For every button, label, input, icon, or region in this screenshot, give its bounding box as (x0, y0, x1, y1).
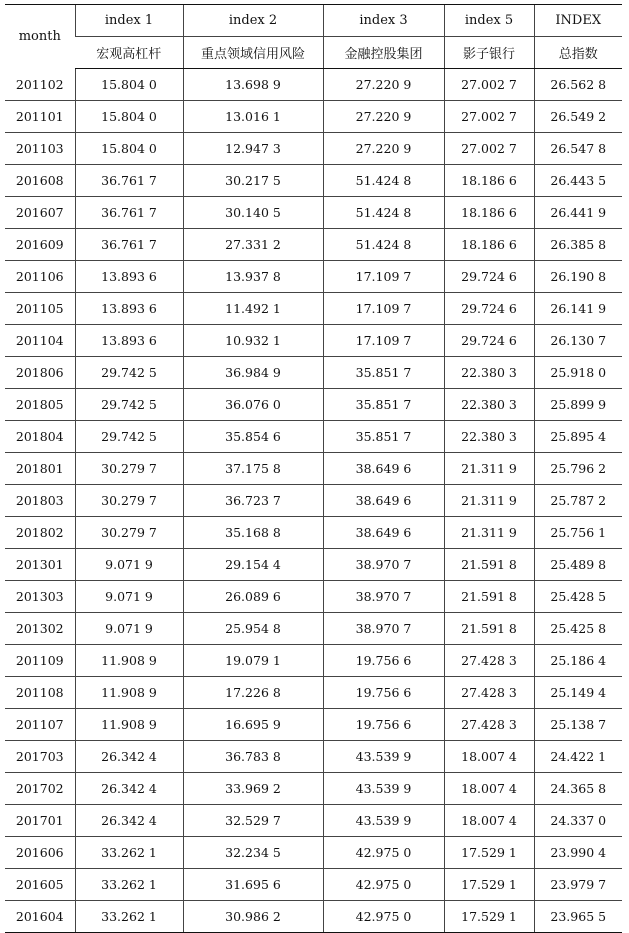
index-1-cell: 30.279 7 (75, 485, 183, 517)
index-3-cell: 38.649 6 (323, 485, 444, 517)
index-1-cell: 15.804 0 (75, 133, 183, 165)
index-5-cell: 18.186 6 (444, 165, 534, 197)
index-3-cell: 27.220 9 (323, 133, 444, 165)
total-index-cell: 25.138 7 (534, 709, 622, 741)
column-header-name: 宏观高杠杆 (75, 37, 183, 69)
index-3-cell: 38.970 7 (323, 549, 444, 581)
table-row (5, 421, 622, 453)
index-2-cell: 31.695 6 (183, 869, 323, 901)
index-3-cell: 17.109 7 (323, 293, 444, 325)
table-row (5, 229, 622, 261)
index-5-cell: 21.311 9 (444, 453, 534, 485)
index-5-cell: 22.380 3 (444, 357, 534, 389)
index-1-cell: 11.908 9 (75, 709, 183, 741)
index-3-cell: 27.220 9 (323, 101, 444, 133)
index-1-cell: 26.342 4 (75, 773, 183, 805)
index-2-cell: 33.969 2 (183, 773, 323, 805)
index-3-cell: 27.220 9 (323, 69, 444, 101)
index-5-cell: 21.591 8 (444, 549, 534, 581)
index-3-cell: 51.424 8 (323, 165, 444, 197)
index-3-cell: 42.975 0 (323, 869, 444, 901)
index-table-container (5, 4, 622, 933)
table-row (5, 773, 622, 805)
index-2-cell: 13.698 9 (183, 69, 323, 101)
table-row (5, 357, 622, 389)
column-header-name: 重点领域信用风险 (183, 37, 323, 69)
index-2-cell: 13.937 8 (183, 261, 323, 293)
index-2-cell: 10.932 1 (183, 325, 323, 357)
index-2-cell: 25.954 8 (183, 613, 323, 645)
total-index-cell: 26.443 5 (534, 165, 622, 197)
column-header-id: index 2 (183, 5, 323, 37)
column-header-name: 影子银行 (444, 37, 534, 69)
index-3-cell: 38.649 6 (323, 453, 444, 485)
column-header-id: index 5 (444, 5, 534, 37)
total-index-cell: 25.186 4 (534, 645, 622, 677)
month-cell: 201104 (5, 325, 75, 357)
index-1-cell: 9.071 9 (75, 549, 183, 581)
index-3-cell: 35.851 7 (323, 421, 444, 453)
index-2-cell: 27.331 2 (183, 229, 323, 261)
month-cell: 201802 (5, 517, 75, 549)
index-5-cell: 27.428 3 (444, 677, 534, 709)
index-2-cell: 35.854 6 (183, 421, 323, 453)
index-2-cell: 11.492 1 (183, 293, 323, 325)
month-cell: 201605 (5, 869, 75, 901)
table-row (5, 165, 622, 197)
index-5-cell: 18.007 4 (444, 773, 534, 805)
total-index-cell: 26.141 9 (534, 293, 622, 325)
table-row (5, 709, 622, 741)
index-3-cell: 38.649 6 (323, 517, 444, 549)
total-index-cell: 25.796 2 (534, 453, 622, 485)
index-5-cell: 29.724 6 (444, 325, 534, 357)
table-row (5, 581, 622, 613)
total-index-cell: 25.149 4 (534, 677, 622, 709)
column-header-name: 总指数 (534, 37, 622, 69)
index-5-cell: 17.529 1 (444, 869, 534, 901)
index-5-cell: 17.529 1 (444, 901, 534, 933)
total-index-cell: 23.965 5 (534, 901, 622, 933)
total-index-cell: 26.547 8 (534, 133, 622, 165)
index-1-cell: 36.761 7 (75, 165, 183, 197)
index-3-cell: 17.109 7 (323, 261, 444, 293)
index-2-cell: 30.140 5 (183, 197, 323, 229)
header-row-ids (5, 5, 622, 37)
index-1-cell: 29.742 5 (75, 421, 183, 453)
month-cell: 201302 (5, 613, 75, 645)
table-row (5, 485, 622, 517)
total-index-cell: 25.899 9 (534, 389, 622, 421)
total-index-cell: 26.385 8 (534, 229, 622, 261)
month-cell: 201702 (5, 773, 75, 805)
month-cell: 201703 (5, 741, 75, 773)
index-2-cell: 30.217 5 (183, 165, 323, 197)
total-index-cell: 23.979 7 (534, 869, 622, 901)
index-2-cell: 32.529 7 (183, 805, 323, 837)
index-3-cell: 17.109 7 (323, 325, 444, 357)
index-1-cell: 36.761 7 (75, 229, 183, 261)
index-5-cell: 29.724 6 (444, 261, 534, 293)
month-cell: 201103 (5, 133, 75, 165)
index-3-cell: 51.424 8 (323, 229, 444, 261)
month-cell: 201805 (5, 389, 75, 421)
total-index-cell: 24.337 0 (534, 805, 622, 837)
table-body (5, 69, 622, 933)
column-header-id: INDEX (534, 5, 622, 37)
table-row (5, 293, 622, 325)
total-index-cell: 25.756 1 (534, 517, 622, 549)
index-2-cell: 36.984 9 (183, 357, 323, 389)
month-cell: 201102 (5, 69, 75, 101)
month-cell: 201701 (5, 805, 75, 837)
index-3-cell: 42.975 0 (323, 837, 444, 869)
index-5-cell: 27.002 7 (444, 69, 534, 101)
index-3-cell: 42.975 0 (323, 901, 444, 933)
total-index-cell: 24.365 8 (534, 773, 622, 805)
table-row (5, 805, 622, 837)
table-row (5, 869, 622, 901)
index-1-cell: 9.071 9 (75, 581, 183, 613)
table-row (5, 133, 622, 165)
total-index-cell: 26.549 2 (534, 101, 622, 133)
total-index-cell: 26.130 7 (534, 325, 622, 357)
index-3-cell: 51.424 8 (323, 197, 444, 229)
table-row (5, 613, 622, 645)
month-cell: 201803 (5, 485, 75, 517)
index-table (5, 4, 622, 933)
index-5-cell: 18.007 4 (444, 805, 534, 837)
table-row (5, 549, 622, 581)
index-1-cell: 29.742 5 (75, 389, 183, 421)
table-row (5, 197, 622, 229)
month-cell: 201101 (5, 101, 75, 133)
index-2-cell: 19.079 1 (183, 645, 323, 677)
column-header-id: index 3 (323, 5, 444, 37)
index-1-cell: 11.908 9 (75, 645, 183, 677)
month-cell: 201303 (5, 581, 75, 613)
month-cell: 201804 (5, 421, 75, 453)
table-row (5, 453, 622, 485)
index-5-cell: 18.186 6 (444, 229, 534, 261)
table-row (5, 261, 622, 293)
table-row (5, 741, 622, 773)
month-cell: 201604 (5, 901, 75, 933)
index-1-cell: 36.761 7 (75, 197, 183, 229)
index-2-cell: 12.947 3 (183, 133, 323, 165)
index-5-cell: 17.529 1 (444, 837, 534, 869)
header-row-names (5, 37, 622, 69)
column-header-name: 金融控股集团 (323, 37, 444, 69)
total-index-cell: 24.422 1 (534, 741, 622, 773)
index-2-cell: 26.089 6 (183, 581, 323, 613)
index-2-cell: 16.695 9 (183, 709, 323, 741)
index-2-cell: 30.986 2 (183, 901, 323, 933)
table-row (5, 101, 622, 133)
index-1-cell: 30.279 7 (75, 517, 183, 549)
table-header (5, 5, 622, 69)
index-1-cell: 13.893 6 (75, 325, 183, 357)
month-cell: 201105 (5, 293, 75, 325)
month-cell: 201806 (5, 357, 75, 389)
index-1-cell: 30.279 7 (75, 453, 183, 485)
index-2-cell: 36.723 7 (183, 485, 323, 517)
month-cell: 201109 (5, 645, 75, 677)
index-3-cell: 43.539 9 (323, 805, 444, 837)
index-2-cell: 29.154 4 (183, 549, 323, 581)
index-5-cell: 21.311 9 (444, 485, 534, 517)
total-index-cell: 26.190 8 (534, 261, 622, 293)
index-1-cell: 11.908 9 (75, 677, 183, 709)
index-1-cell: 33.262 1 (75, 869, 183, 901)
index-2-cell: 13.016 1 (183, 101, 323, 133)
index-2-cell: 36.783 8 (183, 741, 323, 773)
column-header-id: index 1 (75, 5, 183, 37)
table-row (5, 325, 622, 357)
total-index-cell: 26.441 9 (534, 197, 622, 229)
index-1-cell: 13.893 6 (75, 261, 183, 293)
index-2-cell: 35.168 8 (183, 517, 323, 549)
index-3-cell: 38.970 7 (323, 581, 444, 613)
month-cell: 201606 (5, 837, 75, 869)
index-5-cell: 29.724 6 (444, 293, 534, 325)
index-5-cell: 18.186 6 (444, 197, 534, 229)
index-5-cell: 21.591 8 (444, 613, 534, 645)
index-2-cell: 36.076 0 (183, 389, 323, 421)
total-index-cell: 23.990 4 (534, 837, 622, 869)
index-2-cell: 32.234 5 (183, 837, 323, 869)
total-index-cell: 25.918 0 (534, 357, 622, 389)
index-3-cell: 35.851 7 (323, 357, 444, 389)
index-3-cell: 35.851 7 (323, 389, 444, 421)
table-row (5, 837, 622, 869)
total-index-cell: 25.425 8 (534, 613, 622, 645)
index-3-cell: 19.756 6 (323, 709, 444, 741)
index-5-cell: 18.007 4 (444, 741, 534, 773)
index-1-cell: 26.342 4 (75, 805, 183, 837)
index-5-cell: 21.591 8 (444, 581, 534, 613)
month-cell: 201607 (5, 197, 75, 229)
month-cell: 201106 (5, 261, 75, 293)
index-5-cell: 27.002 7 (444, 133, 534, 165)
table-row (5, 645, 622, 677)
index-1-cell: 15.804 0 (75, 101, 183, 133)
table-row (5, 389, 622, 421)
table-row (5, 677, 622, 709)
total-index-cell: 25.787 2 (534, 485, 622, 517)
total-index-cell: 25.489 8 (534, 549, 622, 581)
total-index-cell: 26.562 8 (534, 69, 622, 101)
total-index-cell: 25.895 4 (534, 421, 622, 453)
index-5-cell: 22.380 3 (444, 389, 534, 421)
index-2-cell: 17.226 8 (183, 677, 323, 709)
table-row (5, 69, 622, 101)
month-cell: 201608 (5, 165, 75, 197)
month-cell: 201107 (5, 709, 75, 741)
month-column-header: month (5, 5, 75, 69)
index-5-cell: 27.428 3 (444, 645, 534, 677)
index-1-cell: 13.893 6 (75, 293, 183, 325)
index-3-cell: 43.539 9 (323, 773, 444, 805)
index-3-cell: 19.756 6 (323, 677, 444, 709)
total-index-cell: 25.428 5 (534, 581, 622, 613)
index-3-cell: 19.756 6 (323, 645, 444, 677)
index-5-cell: 27.002 7 (444, 101, 534, 133)
index-1-cell: 33.262 1 (75, 837, 183, 869)
table-row (5, 517, 622, 549)
table-row (5, 901, 622, 933)
month-cell: 201108 (5, 677, 75, 709)
month-cell: 201801 (5, 453, 75, 485)
index-3-cell: 38.970 7 (323, 613, 444, 645)
index-3-cell: 43.539 9 (323, 741, 444, 773)
index-1-cell: 33.262 1 (75, 901, 183, 933)
index-1-cell: 29.742 5 (75, 357, 183, 389)
index-5-cell: 27.428 3 (444, 709, 534, 741)
month-cell: 201609 (5, 229, 75, 261)
month-cell: 201301 (5, 549, 75, 581)
index-1-cell: 26.342 4 (75, 741, 183, 773)
index-2-cell: 37.175 8 (183, 453, 323, 485)
index-1-cell: 9.071 9 (75, 613, 183, 645)
index-5-cell: 21.311 9 (444, 517, 534, 549)
index-5-cell: 22.380 3 (444, 421, 534, 453)
index-1-cell: 15.804 0 (75, 69, 183, 101)
